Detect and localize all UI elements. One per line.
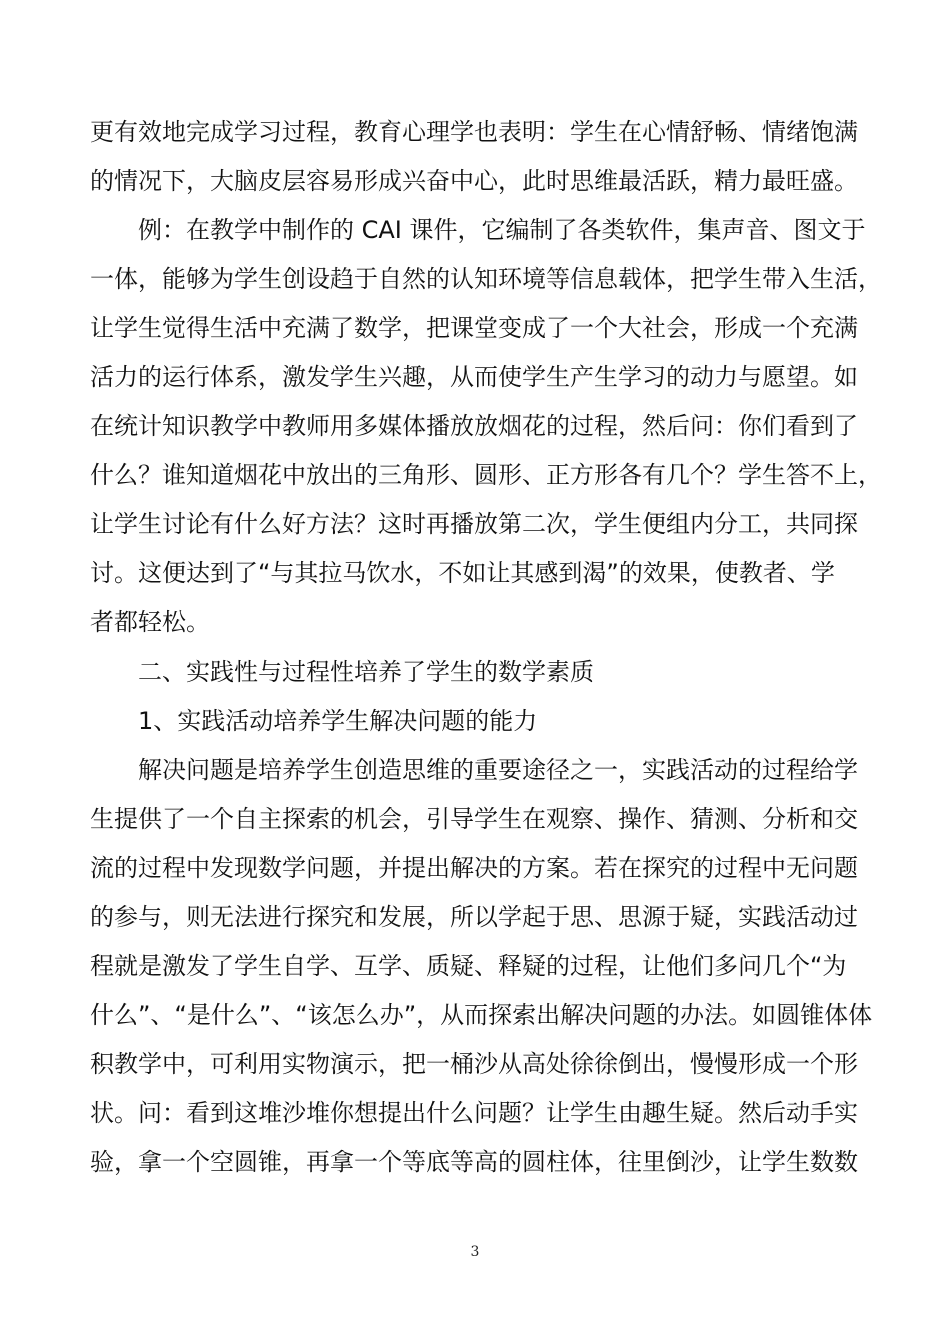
subsection-heading: 1、实践活动培养学生解决问题的能力 [138, 707, 538, 735]
text-line: 讨。这便达到了“与其拉马饮水，不如让其感到渴”的效果，使教者、学 [90, 559, 835, 587]
text-line: 的情况下，大脑皮层容易形成兴奋中心，此时思维最活跃，精力最旺盛。 [90, 167, 858, 195]
text-line: 让学生觉得生活中充满了数学，把课堂变成了一个大社会，形成一个充满 [90, 314, 858, 342]
page-number: 3 [470, 1244, 480, 1260]
text-line: 者都轻松。 [90, 608, 210, 636]
text-line: 更有效地完成学习过程，教育心理学也表明：学生在心情舒畅、情绪饱满 [90, 118, 858, 146]
text-line: 什么？谁知道烟花中放出的三角形、圆形、正方形各有几个？学生答不上， [90, 461, 882, 489]
text-line: 活力的运行体系，激发学生兴趣，从而使学生产生学习的动力与愿望。如 [90, 363, 858, 391]
text-line: 例：在教学中制作的 CAI 课件，它编制了各类软件，集声音、图文于 [138, 216, 866, 244]
text-line: 验，拿一个空圆锥，再拿一个等底等高的圆柱体，往里倒沙，让学生数数 [90, 1148, 858, 1176]
text-line: 什么”、“是什么”、“该怎么办”，从而探索出解决问题的办法。如圆锥体体 [90, 1001, 873, 1029]
text-line: 在统计知识教学中教师用多媒体播放放烟花的过程，然后问：你们看到了 [90, 412, 858, 440]
text-line: 一体，能够为学生创设趋于自然的认知环境等信息载体，把学生带入生活， [90, 265, 882, 293]
text-line: 积教学中，可利用实物演示，把一桶沙从高处徐徐倒出，慢慢形成一个形 [90, 1050, 858, 1078]
text-line: 解决问题是培养学生创造思维的重要途径之一，实践活动的过程给学 [138, 756, 858, 784]
text-line: 流的过程中发现数学问题，并提出解决的方案。若在探究的过程中无问题 [90, 854, 858, 882]
text-line: 生提供了一个自主探索的机会，引导学生在观察、操作、猜测、分析和交 [90, 805, 858, 833]
text-line: 状。问：看到这堆沙堆你想提出什么问题？让学生由趣生疑。然后动手实 [90, 1099, 858, 1127]
text-line: 程就是激发了学生自学、互学、质疑、释疑的过程，让他们多问几个“为 [90, 952, 847, 980]
section-heading: 二、实践性与过程性培养了学生的数学素质 [138, 658, 594, 686]
text-line: 的参与，则无法进行探究和发展，所以学起于思、思源于疑，实践活动过 [90, 903, 858, 931]
text-line: 让学生讨论有什么好方法？这时再播放第二次，学生便组内分工，共同探 [90, 510, 858, 538]
